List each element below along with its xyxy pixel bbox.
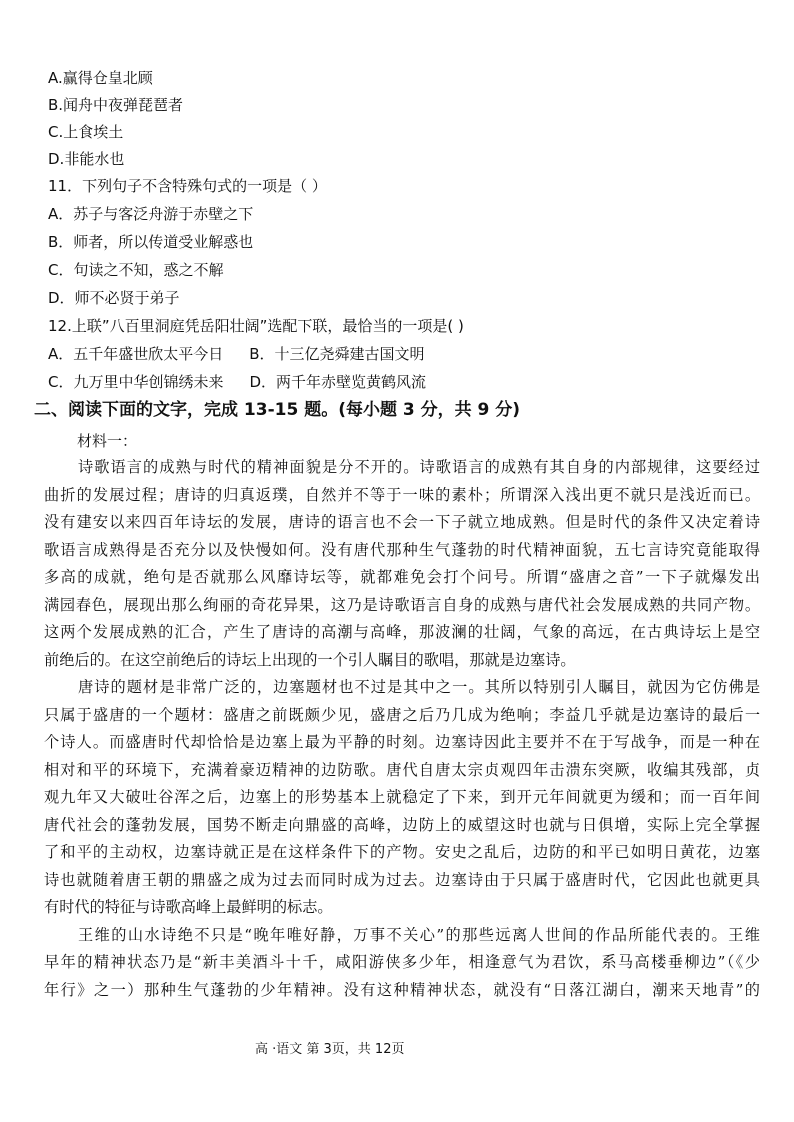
- q10-option-c: C.上食埃土: [48, 123, 124, 141]
- material-label: 材料一：: [77, 432, 138, 450]
- passage-line: 曲折的发展过程；唐诗的归真返璞，自然并不等于一味的素朴；所谓深入浅出更不就只是浅近而已。: [44, 485, 760, 504]
- q10-option-a: A.赢得仓皇北顾: [48, 69, 153, 87]
- passage-line: 诗歌语言的成熟与时代的精神面貌是分不开的。诗歌语言的成熟有其自身的内部规律，这要经过: [78, 458, 760, 476]
- passage-line: 个诗人。而盛唐时代却恰恰是边塞上最为平静的时刻。边塞诗因此主要并不在于写战争，而是一种在: [44, 733, 760, 751]
- q12-stem: 12.上联”八百里洞庭凭岳阳壮阔”选配下联，最恰当的一项是( ): [48, 317, 464, 335]
- passage-line: 王维的山水诗绝不只是“晚年唯好静，万事不关心”的那些远离人世间的作品所能代表的。王维: [78, 925, 760, 944]
- q12-options-row-2: [48, 371, 426, 393]
- q10-option-b: B.闻舟中夜弹琵琶者: [48, 96, 184, 114]
- q12-option-a: A．五千年盛世欣太平今日: [48, 345, 224, 363]
- page-footer: 高 ·语文 第 3页，共 12页: [255, 1042, 405, 1057]
- q12-option-d: D．两千年赤壁览黄鹤风流: [249, 373, 427, 391]
- section-heading: 二、阅读下面的文字，完成 13-15 题。(每小题 3 分，共 9 分): [34, 400, 521, 420]
- passage-line: 前绝后的。在这空前绝后的诗坛上出现的一个引人瞩目的歌唱，那就是边塞诗。: [44, 650, 576, 669]
- passage-line: 没有建安以来四百年诗坛的发展，唐诗的语言也不会一下子就立地成熟。但是时代的条件又决定着诗: [44, 513, 760, 531]
- passage-line: 只属于盛唐的一个题材：盛唐之前既颇少见，盛唐之后乃几成为绝响；李益几乎就是边塞诗的最后一: [44, 705, 760, 724]
- q12-option-b: B．十三亿尧舜建古国文明: [249, 345, 425, 363]
- passage-line: 年行》之一）那种生气蓬勃的少年精神。没有这种精神状态，就没有“日落江湖白，潮来天地青”的: [44, 980, 760, 999]
- passage-line: 有时代的特征与诗歌高峰上最鲜明的标志。: [44, 898, 333, 916]
- passage-line: 了和平的主动权，边塞诗就正是在这样条件下的产物。安史之乱后，边防的和平已如明日黄花，边塞: [44, 843, 760, 861]
- q11-option-b: B．师者，所以传道受业解惑也: [48, 233, 254, 251]
- passage-line: 唐代社会的蓬勃发展，国势不断走向鼎盛的高峰，边防上的威望这时也就与日俱增，实际上完全掌握: [44, 815, 760, 834]
- passage-line: 诗也就随着唐王朝的鼎盛之成为过去而同时成为过去。边塞诗由于只属于盛唐时代，它因此也就更具: [44, 870, 760, 889]
- q11-option-a: A．苏子与客泛舟游于赤壁之下: [48, 205, 254, 223]
- passage-line: 多高的成就，绝句是否就那么风靡诗坛等，就都难免会打个问号。所谓“盛唐之音”一下子就爆发出: [44, 568, 760, 586]
- q11-option-d: D．师不必贤于弟子: [48, 289, 180, 307]
- q12-options-row-1: [48, 343, 425, 365]
- passage-line: 歌语言成熟得是否充分以及快慢如何。没有唐代那种生气蓬勃的时代精神面貌，五七言诗究竟能取得: [44, 540, 760, 559]
- q11-option-c: C．句读之不知，惑之不解: [48, 261, 224, 279]
- passage-line: 满园春色，展现出那么绚丽的奇花异果，这乃是诗歌语言自身的成熟与唐代社会发展成熟的共同产物。: [44, 595, 760, 614]
- q12-option-c: C．九万里中华创锦绣未来: [48, 373, 224, 391]
- passage-line: 早年的精神状态乃是“新丰美酒斗十千，咸阳游侠多少年，相逢意气为君饮，系马高楼垂柳边”（《少: [44, 953, 760, 971]
- passage-line: 唐诗的题材是非常广泛的，边塞题材也不过是其中之一。其所以特别引人瞩目，就因为它仿佛是: [78, 678, 760, 696]
- passage-line: 观九年又大破吐谷浑之后，边塞上的形势基本上就稳定了下来，到开元年间就更为缓和；而一百年间: [44, 788, 760, 806]
- q10-option-d: D.非能水也: [48, 150, 125, 168]
- passage-line: 这两个发展成熟的汇合，产生了唐诗的高潮与高峰，那波澜的壮阔，气象的高远，在古典诗坛上是空: [44, 623, 760, 641]
- q11-stem: 11．下列句子不含特殊句式的一项是（ ）: [48, 177, 327, 195]
- passage-line: 相对和平的环境下，充满着豪迈精神的边防歌。唐代自唐太宗贞观四年击溃东突厥，收编其残部，贞: [44, 760, 760, 779]
